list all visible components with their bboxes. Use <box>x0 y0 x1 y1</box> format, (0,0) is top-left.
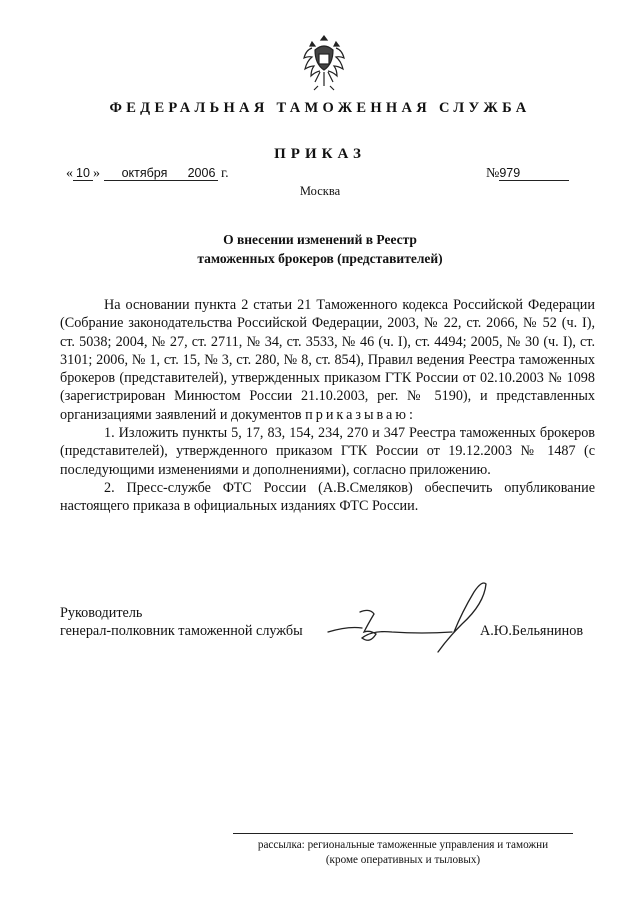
order-date <box>66 166 229 182</box>
order-body <box>60 296 595 516</box>
subject-line-1: О внесении изменений в Реестр <box>223 232 417 247</box>
russian-double-headed-eagle-icon <box>298 30 350 92</box>
distribution-rule <box>233 833 573 834</box>
agency-name: ФЕДЕРАЛЬНАЯ ТАМОЖЕННАЯ СЛУЖБА <box>109 100 531 116</box>
date-day: 10 <box>73 166 93 181</box>
order-number <box>486 166 569 182</box>
subject-line-2: таможенных брокеров (представителей) <box>197 251 443 266</box>
distribution-line-2: (кроме оперативных и тыловых) <box>325 854 481 866</box>
date-year: 2006 <box>186 166 218 181</box>
signatory-title-line-1: Руководитель <box>60 605 143 621</box>
order-subject <box>0 230 640 268</box>
handwritten-signature <box>320 580 490 660</box>
order-city: Москва <box>299 184 341 198</box>
number-prefix: № <box>486 166 500 181</box>
item-1: 1. Изложить пункты 5, 17, 83, 154, 234, 270 и 347 Реестра таможенных брокеров (представителей), утвержденного приказом ГТК России от 19.12.2003 № 1487 (с последующими изменениями и дополнениями), согласно приложению. <box>60 425 595 478</box>
order-title: ПРИКАЗ <box>274 146 366 162</box>
quote-open: « <box>66 166 73 181</box>
preamble-text: На основании пункта 2 статьи 21 Таможенного кодекса Российской Федерации (Собрание законодательства Российской Федерации, 2003, № 22, ст. 2066, № 52 (ч. I), ст. 5038; 2004, № 27, ст. 2711, № 34, ст. 3533, № 46 (ч. I), ст. 4494; 2005, № 30 (ч. I), ст. 3101; 2006, № 1, ст. 15, № 3, ст. 280, № 8, ст. 854), Правил ведения Реестра таможенных брокеров (представителей), утвержденных приказом ГТК России от 02.10.2003 № 1098 (зарегистрирован Минюстом России 21.10.2003, рег. № 5190), и представленных организациями заявлений и документов <box>60 297 595 423</box>
date-month: октября <box>104 166 186 181</box>
distribution-list <box>228 838 578 868</box>
order-word: приказываю <box>305 406 409 423</box>
preamble-paragraph <box>60 296 595 424</box>
quote-close: » <box>93 166 100 181</box>
item-2: 2. Пресс-службе ФТС России (А.В.Смеляков) обеспечить опубликование настоящего приказа в официальных изданиях ФТС России. <box>60 479 595 515</box>
number-value: 979 <box>499 166 569 181</box>
distribution-line-1: рассылка: региональные таможенные управления и таможни <box>257 839 549 851</box>
preamble-end: : <box>408 406 413 423</box>
date-suffix: г. <box>221 166 229 181</box>
signatory-name: А.Ю.Бельянинов <box>480 623 584 639</box>
signatory-title-line-2: генерал-полковник таможенной службы <box>60 623 303 639</box>
